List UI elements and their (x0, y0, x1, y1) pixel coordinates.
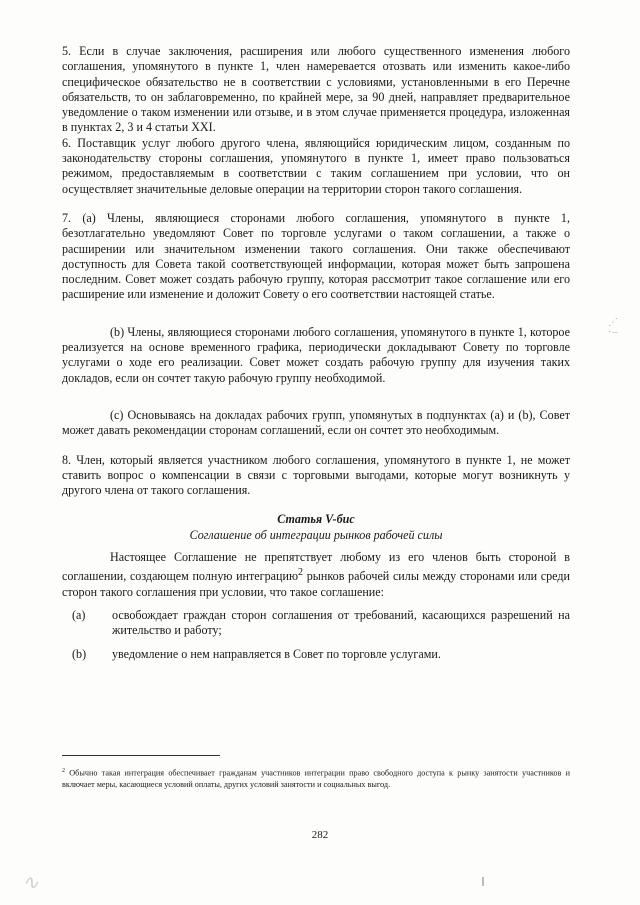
scan-artifact-dot (482, 877, 484, 886)
article-intro-after: рынков рабочей силы между сторонами или среди сторон такого соглашения при условии, что такое соглашение: (62, 569, 570, 599)
scan-stamp: ∿ (22, 872, 39, 894)
article-subtitle: Соглашение об интеграции рынков рабочей силы (189, 527, 443, 542)
body-text (62, 44, 570, 662)
footnote-separator (62, 755, 220, 756)
footnote-reference[interactable]: 2 (298, 567, 304, 579)
list-item-text: освобождает граждан сторон соглашения от требований, касающихся разрешений на жительство и работу; (112, 607, 570, 638)
paragraph-8: 8. Член, который является участником любого соглашения, упомянутого в пункте 1, не может ставить вопрос о компенсации в связи с торговыми выгодами, которые могут возникнуть у другого члена от такого соглашения. (62, 452, 570, 498)
article-intro (62, 550, 570, 600)
list-item-a (62, 608, 570, 639)
scan-artifact: ⋰ ·– (608, 317, 619, 338)
article-title: Статья V-бис (277, 512, 355, 527)
list-marker: (a) (72, 607, 86, 622)
list-item-b (62, 647, 570, 662)
list-item-text: уведомление о нем направляется в Совет по торговле услугами. (112, 646, 441, 661)
paragraph-5: 5. Если в случае заключения, расширения или любого существенного изменения любого соглашения, упомянутого в пункте 1, член намеревается отозвать или изменить какое-либо специфическое обязательство не в соответствии с условиями, установленными в его Перечне обязательств, то он заблаговременно, по крайней мере, за 90 дней, направляет предварительное уведомление о таком изменении или отзыве, и в этом случае применяется процедура, изложенная в пунктах 2, 3 и 4 статьи XXI. (62, 44, 570, 135)
paragraph-7c: (c) Основываясь на докладах рабочих групп, упомянутых в подпунктах (a) и (b), Совет может давать рекомендации сторонам соглашений, если он сочтет это необходимым. (62, 407, 570, 438)
paragraph-6: 6. Поставщик услуг любого другого члена, являющийся юридическим лицом, созданным по законодательству стороны соглашения, упомянутого в пункте 1, имеет право пользоваться режимом, предоставляемым в соответствии с таким соглашением при условии, что он осуществляет значительные деловые операции на территории сторон такого соглашения. (62, 135, 570, 196)
paragraph-7b: (b) Члены, являющиеся сторонами любого соглашения, упомянутого в пункте 1, которое реализуется на основе временного графика, периодически докладывают Совету по торговле услугами о ходе его реализации. Совет может создать рабочую группу для изучения таких докладов, если он сочтет такую рабочую группу необходимой. (62, 324, 570, 385)
footnote-text: Обычно такая интеграция обеспечивает гражданам участников интеграции право свободного доступа к рынку занятости участников и включает меры, касающиеся условий оплаты, других условий занятости и социальных выгод. (62, 768, 570, 789)
paragraph-7a: 7. (a) Члены, являющиеся сторонами любого соглашения, упомянутого в пункте 1, безотлагательно уведомляют Совет по торговле услугами о таком соглашении, а также о расширении или значительном изменении такого соглашения. Они также обеспечивают доступность для Совета такой соответствующей информации, которая может быть запрошена последним. Совет может создать рабочую группу, которая рассмотрит такое соглашение или его расширение или изменение и доложит Совету о его соответствии настоящей статье. (62, 210, 570, 302)
footnote-mark: 2 (62, 768, 65, 774)
article-intro-before: Настоящее Соглашение не препятствует любому из его членов быть стороной в соглашении, создающем полную интеграцию (62, 550, 570, 584)
list-marker: (b) (72, 646, 87, 661)
page-number: 282 (311, 829, 329, 841)
footnote (62, 766, 570, 790)
